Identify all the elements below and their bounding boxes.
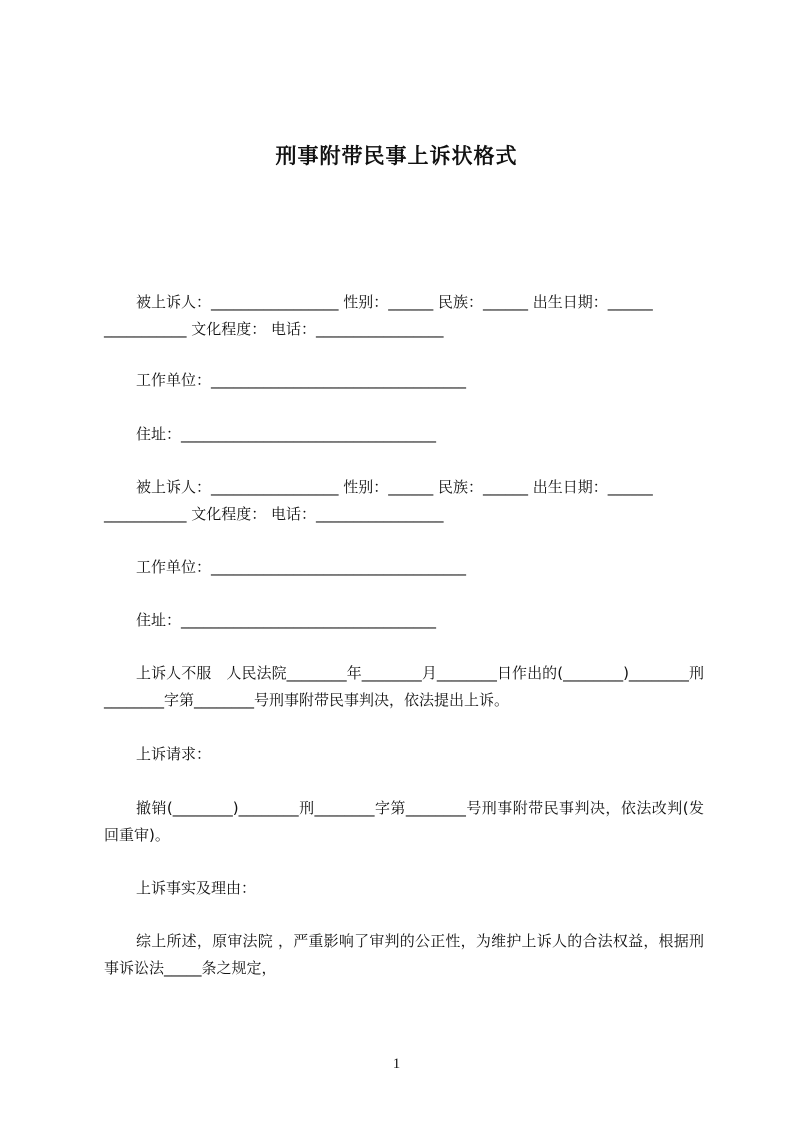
work-unit-2: 工作单位：__________________________________ (136, 558, 467, 576)
address-2: 住址：__________________________________ (136, 611, 437, 629)
appeal-statement-text: 上诉人不服 人民法院________年________月________日作出的(________)________刑________字第________号刑事附带民事判决，依法提出上诉。 (104, 664, 704, 709)
address-1: 住址：__________________________________ (136, 425, 437, 443)
appellee-2-info (104, 474, 704, 528)
document-title: 刑事附带民事上诉状格式 (275, 144, 518, 168)
appellee-1-info (104, 289, 704, 343)
appeal-request-text: 撤销(________)________刑________字第________号刑事附带民事判决，依法改判(发回重审)。 (104, 799, 704, 844)
appeal-statement (104, 660, 704, 714)
appellee-1-line-2: ___________ 文化程度： 电话：_________________ (104, 320, 444, 338)
appeal-request-heading: 上诉请求： (136, 745, 212, 763)
facts-heading: 上诉事实及理由： (136, 879, 257, 897)
appellee-2-line-1: 被上诉人：_________________ 性别：______ 民族：______ 出生日期：______ (136, 478, 653, 496)
conclusion (104, 928, 704, 982)
work-unit-1: 工作单位：__________________________________ (136, 371, 467, 389)
page-number: 1 (392, 1056, 401, 1072)
conclusion-text: 综上所述，原审法院 ，严重影响了审判的公正性，为维护上诉人的合法权益，根据刑事诉讼法_____条之规定， (104, 932, 704, 977)
appeal-request (104, 795, 704, 849)
appellee-1-line-1: 被上诉人：_________________ 性别：______ 民族：______ 出生日期：______ (136, 293, 653, 311)
appellee-2-line-2: ___________ 文化程度： 电话：_________________ (104, 505, 444, 523)
